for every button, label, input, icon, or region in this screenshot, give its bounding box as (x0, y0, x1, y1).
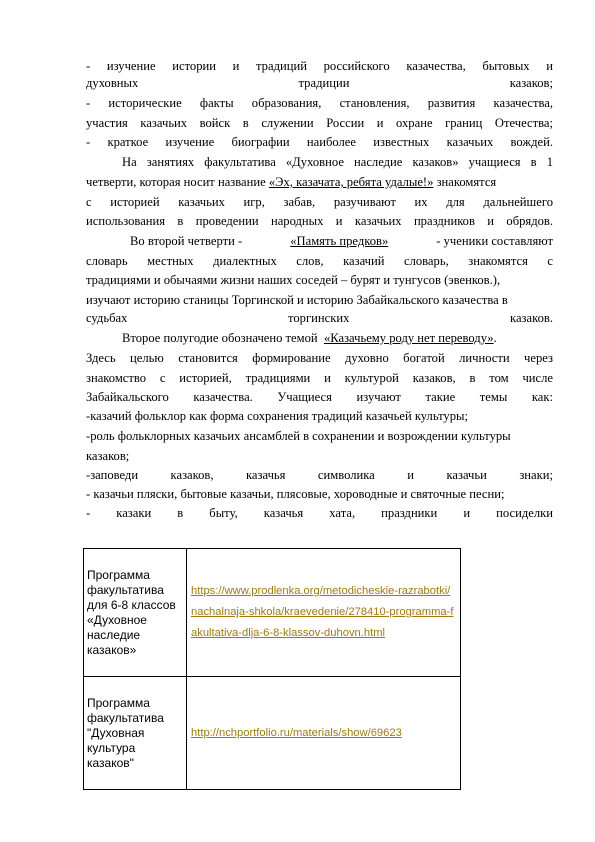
text-fragment: - ученики составляют (436, 234, 553, 248)
text-line: Забайкальского казачества. Учащиеся изучают такие темы как: (86, 390, 553, 404)
program-url-cell (187, 677, 461, 790)
text-line-with-link: Второе полугодие обозначено темой «Казачьему роду нет переводу». (122, 331, 497, 345)
label-line: "Духовная (87, 725, 145, 740)
text-line: -казачий фольклор как форма сохранения традиций казачьей культуры; (86, 409, 468, 423)
text-line: - казачьи пляски, бытовые казачьи, плясовые, хороводные и святочные песни; (86, 487, 505, 501)
text-line: На занятиях факультатива «Духовное наследие казаков» учащиеся в 1 (122, 155, 553, 169)
label-line: «Духовное (87, 612, 147, 627)
text-fragment: Во второй четверти - (130, 234, 243, 248)
label-line: наследие (87, 627, 141, 642)
text-line: - казаки в быту, казачья хата, праздники и посиделки (86, 506, 553, 520)
text-line-with-link (130, 234, 553, 249)
text-fragment: Второе полугодие обозначено темой (122, 331, 318, 345)
text-line: словарь местных диалектных слов, казачий словарь, знакомятся с (86, 254, 553, 268)
semester-theme-title: «Казачьему роду нет переводу» (323, 331, 494, 345)
program-label-cell (84, 677, 187, 790)
label-line: Программа (87, 567, 150, 582)
text-line: -заповеди казаков, казачья символика и казачьи знаки; (86, 468, 553, 482)
program-label-cell (84, 549, 187, 677)
table-row (84, 549, 461, 677)
text-line: участия казачьих войск в служении России и охране границ Отечества; (86, 116, 553, 130)
quarter-theme-title: «Память предков» (290, 234, 389, 248)
text-line: казаков; (86, 449, 130, 463)
quarter-theme-title: «Эх, казачата, ребята удалые!» (268, 175, 434, 189)
text-line: -роль фольклорных казачьих ансамблей в сохранении и возрождении культуры (86, 429, 511, 443)
text-line: знакомство с историей, традициями и культурой казаков, в том числе (86, 371, 553, 385)
label-line: факультатива (87, 710, 164, 725)
text-fragment: четверти, которая носит название (86, 175, 266, 189)
text-line: изучают историю станицы Торгинской и историю Забайкальского казачества в (86, 293, 508, 307)
text-line: - изучение истории и традиций российского казачества, бытовых и (86, 59, 553, 73)
text-line: судьбах торгинских казаков. (86, 311, 553, 325)
label-line: Программа (87, 695, 150, 710)
label-line: факультатива (87, 582, 164, 597)
text-line: духовных традиции казаков; (86, 76, 553, 90)
resource-links-table (83, 548, 461, 790)
label-line: казаков" (87, 755, 134, 770)
text-line-with-link (86, 175, 553, 190)
text-line: с историей казачьих игр, забав, разучивают их для дальнейшего (86, 195, 553, 209)
program-url-cell (187, 549, 461, 677)
text-line: использования в проведении народных и казачьих праздников и обрядов. (86, 214, 553, 228)
text-line: Здесь целью становится формирование духовно богатой личности через (86, 351, 553, 365)
label-line: культура (87, 740, 136, 755)
text-fragment: знакомятся (436, 175, 497, 189)
program-link[interactable]: http://nchportfolio.ru/materials/show/69623 (191, 726, 402, 739)
label-line: для 6-8 классов (87, 597, 176, 612)
table-row (84, 677, 461, 790)
text-line: традициями и обычаями жизни наших соседей – бурят и тунгусов (эвенков.), (86, 273, 501, 287)
text-line: - краткое изучение биографии наиболее известных казачьих вождей. (86, 135, 553, 149)
program-link[interactable]: https://www.prodlenka.org/metodicheskie-razrabotki/nachalnaja-shkola/kraevedenie/278410-programma-fakultativa-dlja-6-8-klassov-duhovn.html (191, 585, 454, 639)
label-line: казаков» (87, 642, 137, 657)
text-line: - исторические факты образования, становления, развития казачества, (86, 96, 553, 110)
